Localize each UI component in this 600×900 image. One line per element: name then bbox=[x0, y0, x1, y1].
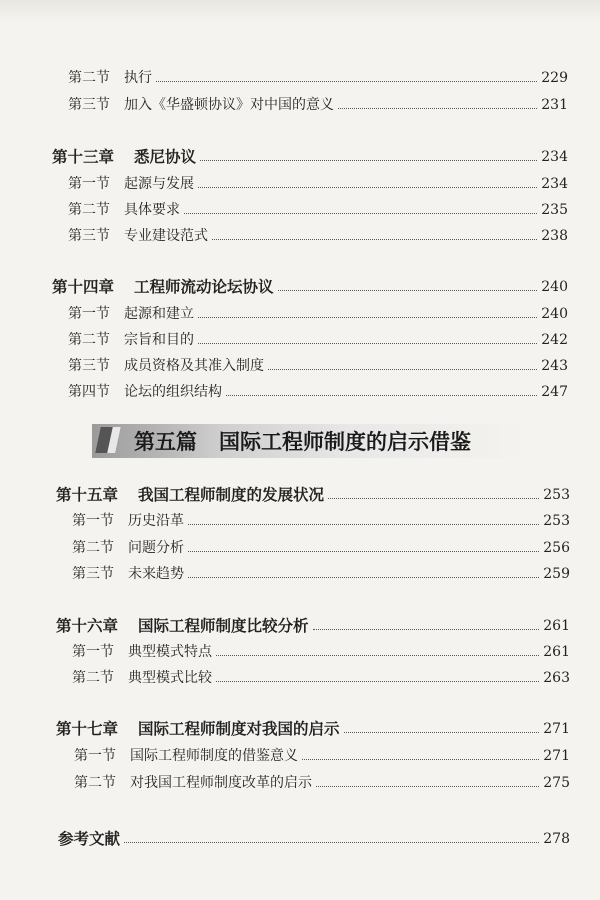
leader-dots bbox=[344, 731, 540, 733]
entry-number: 第一节 bbox=[72, 644, 114, 660]
toc-chapter bbox=[52, 272, 568, 296]
toc-entry bbox=[68, 63, 568, 87]
toc-chapter bbox=[52, 142, 568, 166]
entry-number: 第三节 bbox=[68, 358, 110, 374]
toc-entry bbox=[68, 90, 568, 114]
entry-page: 231 bbox=[541, 97, 568, 113]
entry-page: 229 bbox=[541, 70, 568, 86]
entry-number: 第二节 bbox=[72, 540, 114, 556]
leader-dots bbox=[156, 80, 537, 82]
entry-title: 具体要求 bbox=[124, 202, 180, 218]
chapter-title: 工程师流动论坛协议 bbox=[134, 277, 274, 296]
toc-entry bbox=[74, 768, 570, 792]
entry-page: 234 bbox=[541, 176, 568, 192]
entry-number: 第三节 bbox=[72, 566, 114, 582]
chapter-title: 我国工程师制度的发展状况 bbox=[138, 485, 325, 504]
toc-entry bbox=[72, 506, 570, 530]
entry-page: 240 bbox=[541, 306, 568, 322]
chapter-number: 第十五章 bbox=[56, 485, 119, 504]
toc-entry bbox=[68, 169, 568, 193]
entry-page: 234 bbox=[541, 149, 568, 165]
entry-page: 242 bbox=[541, 332, 568, 348]
toc-entry bbox=[74, 741, 570, 765]
entry-title: 典型模式比较 bbox=[128, 670, 212, 686]
chapter-number: 第十三章 bbox=[52, 147, 115, 166]
chapter-number: 第十四章 bbox=[52, 277, 115, 296]
entry-title: 问题分析 bbox=[128, 540, 184, 556]
entry-page: 263 bbox=[543, 670, 570, 686]
chapter-title: 悉尼协议 bbox=[134, 147, 197, 166]
entry-title: 历史沿革 bbox=[128, 513, 184, 529]
entry-page: 243 bbox=[541, 358, 568, 374]
entry-page: 235 bbox=[541, 202, 568, 218]
leader-dots bbox=[124, 841, 539, 843]
leader-dots bbox=[188, 550, 539, 552]
toc-entry bbox=[68, 299, 568, 323]
chapter-number: 第十六章 bbox=[56, 616, 119, 635]
entry-title: 论坛的组织结构 bbox=[124, 384, 222, 400]
entry-number: 第二节 bbox=[68, 332, 110, 348]
entry-page: 271 bbox=[543, 721, 570, 737]
toc-entry bbox=[68, 325, 568, 349]
toc-entry bbox=[68, 351, 568, 375]
entry-number: 第一节 bbox=[74, 748, 116, 764]
entry-title: 对我国工程师制度改革的启示 bbox=[130, 775, 312, 791]
leader-dots bbox=[198, 316, 537, 318]
entry-title: 专业建设范式 bbox=[124, 228, 208, 244]
entry-page: 278 bbox=[543, 831, 570, 847]
entry-page: 259 bbox=[543, 566, 570, 582]
entry-page: 253 bbox=[543, 513, 570, 529]
entry-number: 第一节 bbox=[72, 513, 114, 529]
leader-dots bbox=[198, 342, 537, 344]
page-top-edge bbox=[0, 0, 600, 22]
entry-page: 271 bbox=[543, 748, 570, 764]
entry-title: 起源和建立 bbox=[124, 306, 194, 322]
toc-entry bbox=[68, 377, 568, 401]
entry-page: 253 bbox=[543, 487, 570, 503]
toc-entry bbox=[68, 221, 568, 245]
entry-title: 成员资格及其准入制度 bbox=[124, 358, 264, 374]
leader-dots bbox=[328, 497, 539, 499]
entry-number: 第二节 bbox=[74, 775, 116, 791]
entry-page: 240 bbox=[541, 279, 568, 295]
entry-number: 第四节 bbox=[68, 384, 110, 400]
part-heading bbox=[134, 424, 471, 458]
leader-dots bbox=[184, 212, 537, 214]
entry-title: 执行 bbox=[124, 70, 152, 86]
entry-title: 国际工程师制度的借鉴意义 bbox=[130, 748, 298, 764]
leader-dots bbox=[226, 394, 537, 396]
toc-chapter bbox=[56, 714, 570, 738]
entry-number: 第一节 bbox=[68, 306, 110, 322]
references-label: 参考文献 bbox=[58, 829, 121, 848]
leader-dots bbox=[302, 758, 539, 760]
entry-number: 第三节 bbox=[68, 228, 110, 244]
entry-title: 起源与发展 bbox=[124, 176, 194, 192]
toc-entry bbox=[72, 663, 570, 687]
leader-dots bbox=[316, 785, 539, 787]
leader-dots bbox=[278, 289, 538, 291]
leader-dots bbox=[200, 159, 537, 161]
entry-page: 247 bbox=[541, 384, 568, 400]
leader-dots bbox=[198, 186, 537, 188]
entry-title: 宗旨和目的 bbox=[124, 332, 194, 348]
toc-chapter bbox=[56, 480, 570, 504]
leader-dots bbox=[268, 368, 537, 370]
toc-entry bbox=[68, 195, 568, 219]
leader-dots bbox=[216, 654, 539, 656]
toc-entry bbox=[72, 533, 570, 557]
part-number: 第五篇 bbox=[134, 429, 197, 454]
chapter-title: 国际工程师制度对我国的启示 bbox=[138, 719, 340, 738]
chapter-number: 第十七章 bbox=[56, 719, 119, 738]
chapter-title: 国际工程师制度比较分析 bbox=[138, 616, 309, 635]
entry-page: 261 bbox=[543, 618, 570, 634]
entry-title: 未来趋势 bbox=[128, 566, 184, 582]
leader-dots bbox=[338, 107, 537, 109]
leader-dots bbox=[313, 628, 540, 630]
entry-page: 261 bbox=[543, 644, 570, 660]
leader-dots bbox=[216, 680, 539, 682]
entry-number: 第二节 bbox=[68, 202, 110, 218]
entry-number: 第二节 bbox=[68, 70, 110, 86]
leader-dots bbox=[188, 576, 539, 578]
entry-page: 275 bbox=[543, 775, 570, 791]
entry-number: 第二节 bbox=[72, 670, 114, 686]
entry-page: 256 bbox=[543, 540, 570, 556]
leader-dots bbox=[212, 238, 537, 240]
entry-number: 第三节 bbox=[68, 97, 110, 113]
entry-title: 加入《华盛顿协议》对中国的意义 bbox=[124, 97, 334, 113]
entry-title: 典型模式特点 bbox=[128, 644, 212, 660]
leader-dots bbox=[188, 523, 539, 525]
entry-page: 238 bbox=[541, 228, 568, 244]
toc-chapter bbox=[56, 611, 570, 635]
toc-entry bbox=[72, 559, 570, 583]
part-title: 国际工程师制度的启示借鉴 bbox=[219, 429, 471, 454]
toc-references bbox=[58, 824, 570, 848]
entry-number: 第一节 bbox=[68, 176, 110, 192]
toc-entry bbox=[72, 637, 570, 661]
